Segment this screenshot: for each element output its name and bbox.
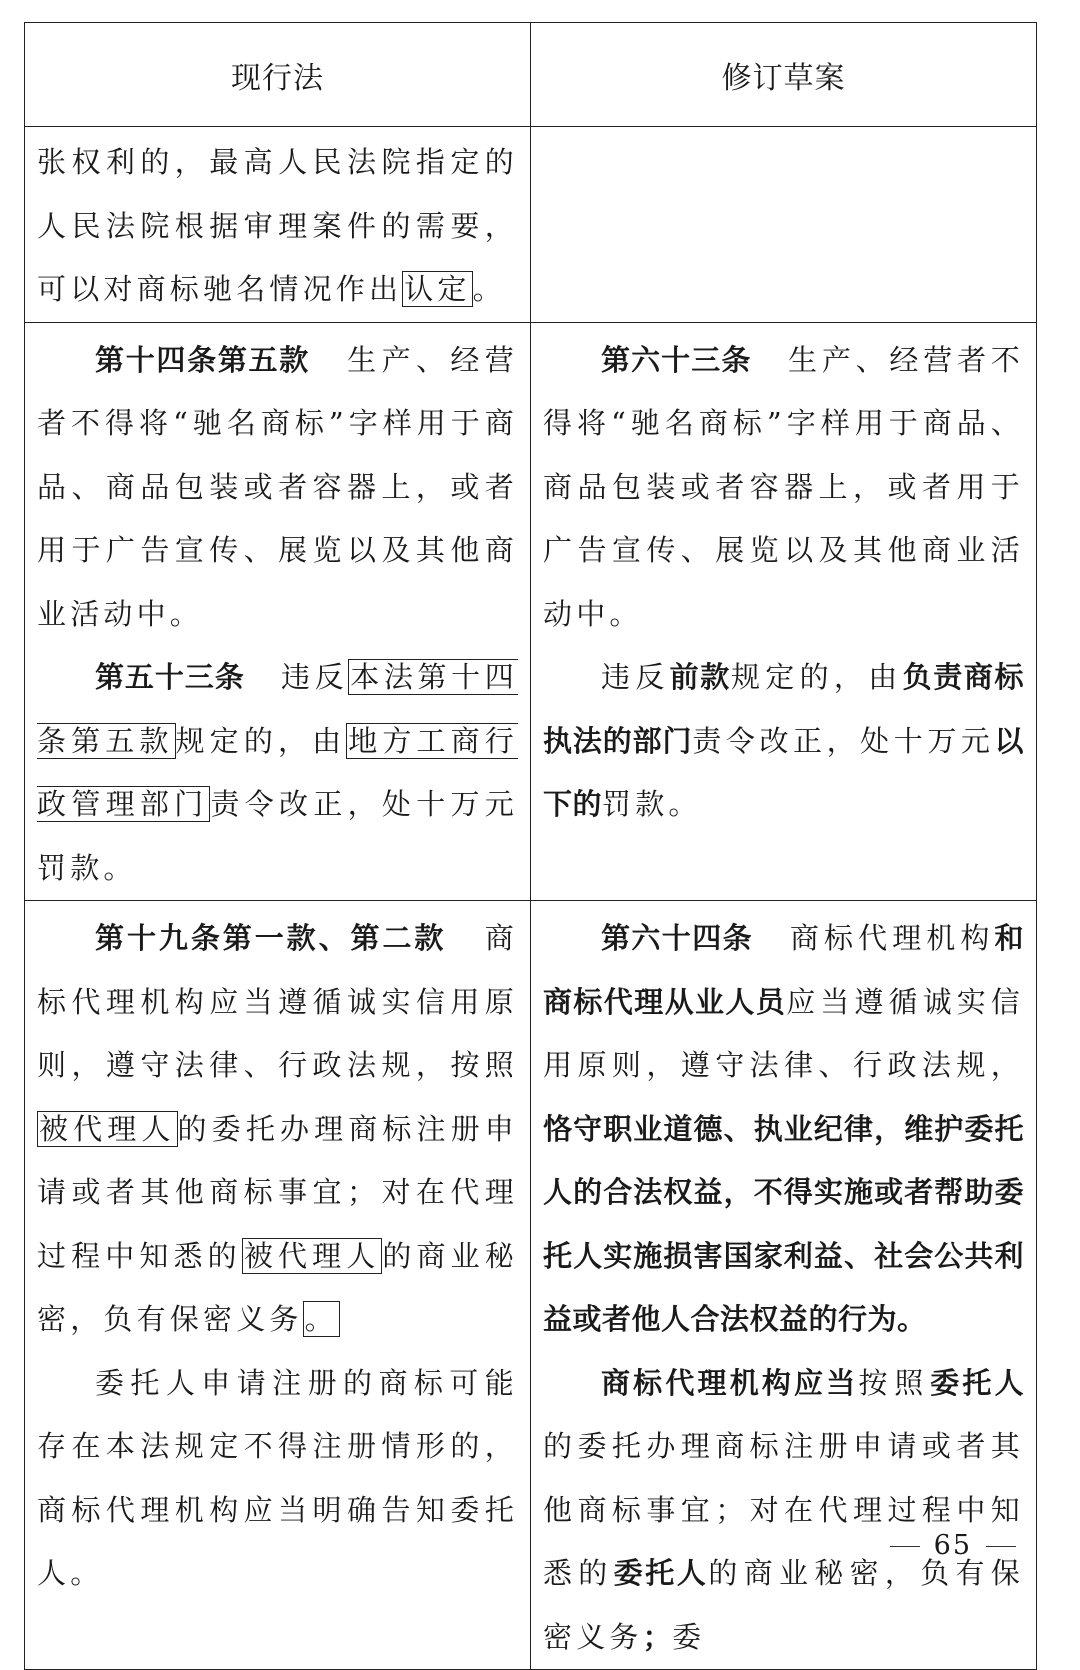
- page-footer: [876, 1530, 1030, 1561]
- text-run: 委: [672, 1619, 706, 1654]
- text-run: 罚款。: [602, 787, 702, 821]
- current-law-cell: [25, 322, 531, 901]
- amended-text: 委托人: [613, 1556, 709, 1590]
- boxed-term: 本法第十四条第五款: [37, 660, 518, 758]
- amended-text: 委托人: [930, 1365, 1024, 1400]
- text-run: 的委托办理商标注册申请或者其他商标事宜；对在代理过程中知悉的: [37, 1111, 518, 1273]
- header-current-law: 现行法: [25, 23, 531, 127]
- paragraph: [543, 329, 1024, 647]
- text-run: 规定的，由: [175, 723, 347, 758]
- text-run: 。: [472, 272, 506, 306]
- table-row: [25, 322, 1037, 901]
- text-run: 商标代理机构应当遵循诚实信用原则，遵守法律、行政法规，按照: [37, 921, 518, 1082]
- boxed-term: 地方工商行政管理部门: [37, 723, 518, 821]
- current-law-cell: [25, 901, 531, 1670]
- amended-text: ；: [642, 1619, 673, 1654]
- text-run: 责令改正，处十万元: [692, 723, 995, 758]
- text-run: 违反: [280, 660, 349, 694]
- footer-dash: [986, 1546, 1016, 1547]
- text-run: 委托人申请注册的商标可能存在本法规定不得注册情形的，商标代理机构应当明确告知委托人。: [37, 1365, 518, 1590]
- text-run: 责令改正，处十万元罚款。: [37, 787, 518, 885]
- text-run: 违反: [601, 660, 670, 694]
- boxed-term: 被代理人: [39, 1111, 176, 1146]
- draft-cell: [531, 127, 1037, 323]
- text-run: 按照: [858, 1365, 931, 1400]
- text-run: 生产、经营者不得将“驰名商标”字样用于商品、商品包装或者容器上，或者用于广告宣传、展览以及其他商业活动中。: [543, 342, 1024, 631]
- text-run: 规定的，由: [730, 660, 903, 694]
- paragraph: [543, 907, 1024, 1352]
- article-number: 第六十四条: [601, 921, 753, 955]
- amended-text: 前款: [669, 660, 731, 694]
- boxed-term: 。: [304, 1302, 338, 1336]
- amended-text: 负责商标执法的部门: [543, 660, 1024, 758]
- table-row: [25, 127, 1037, 323]
- paragraph: [37, 907, 518, 1352]
- article-number: 第六十三条: [601, 342, 752, 377]
- footer-dash: [890, 1546, 920, 1547]
- header-draft-revision: 修订草案: [531, 23, 1037, 127]
- boxed-term: 被代理人: [243, 1238, 381, 1273]
- article-number: 第五十三条: [95, 660, 245, 694]
- article-number: 第十四条第五款: [95, 342, 310, 377]
- header-row: [25, 23, 1037, 127]
- text-run: 商标代理机构: [789, 921, 995, 955]
- paragraph: [543, 646, 1024, 837]
- paragraph: [37, 1352, 518, 1606]
- draft-cell: [531, 322, 1037, 901]
- comparison-table: [24, 22, 1037, 1670]
- text-run: 的商业秘密，负有保密义务: [37, 1238, 518, 1336]
- boxed-term: 认定: [404, 272, 471, 306]
- text-run: 的商业秘密，负有保密义务: [543, 1556, 1024, 1654]
- page-number: 65: [933, 1530, 972, 1561]
- text-run: 生产、经营者不得将“驰名商标”字样用于商品、商品包装或者容器上，或者用于广告宣传、展览以及其他商业活动中。: [37, 342, 518, 631]
- current-law-cell: [25, 127, 531, 323]
- amended-text: 以下的: [543, 723, 1024, 821]
- amended-text: 商标代理机构应当: [601, 1365, 859, 1400]
- paragraph: [37, 329, 518, 647]
- amended-text: 和商标代理从业人员: [543, 921, 1024, 1019]
- amended-text: 恪守职业道德、执业纪律，维护委托人的合法权益，不得实施或者帮助委托人实施损害国家利益、社会公共利益或者他人合法权益的行为。: [543, 1111, 1024, 1336]
- paragraph: [37, 131, 518, 322]
- paragraph: [543, 1352, 1024, 1670]
- paragraph: [37, 646, 518, 900]
- article-number: 第十九条第一款、第二款: [95, 921, 447, 955]
- text-run: 应当遵循诚实信用原则，遵守法律、行政法规，: [543, 984, 1024, 1082]
- text-run: 张权利的，最高人民法院指定的人民法院根据审理案件的需要，可以对商标驰名情况作出: [37, 145, 518, 306]
- text-run: 的委托办理商标注册申请或者其他商标事宜；对在代理过程中知悉的: [543, 1429, 1024, 1590]
